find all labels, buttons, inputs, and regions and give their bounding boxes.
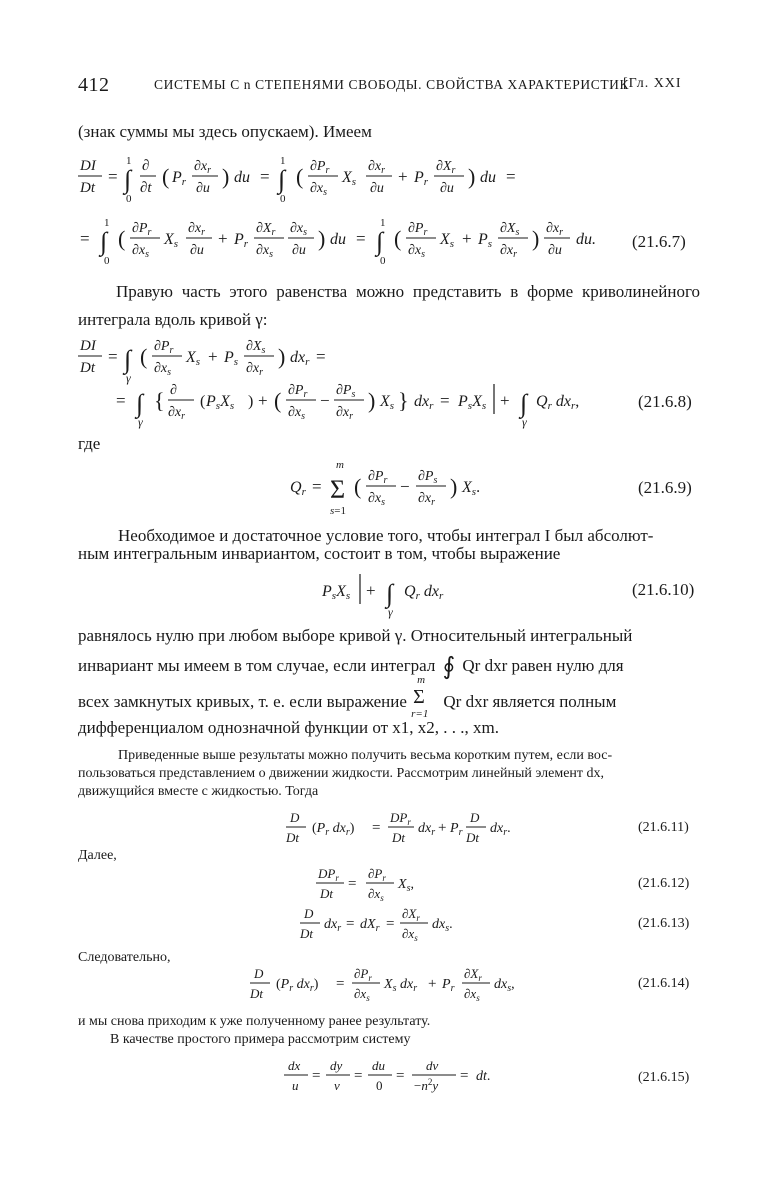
svg-text:{: { [154,388,165,413]
svg-text:): ) [368,388,376,413]
paragraph-3-line-1: равнялось нулю при любом выборе кривой γ. Относительный интегральный [78,626,633,645]
svg-text:=: = [108,167,118,186]
svg-text:0: 0 [104,255,110,267]
svg-text:0: 0 [380,255,386,267]
svg-text:Σ: Σ [330,475,346,504]
svg-text:∂Pr: $\partial P_r$ [368,866,386,883]
svg-text:γ: γ [138,415,143,429]
paragraph-3-line-3-start: всех замкнутых кривых, т. е. если выражение [78,692,407,711]
svg-text:∂xr: $\partial x_r$ [546,221,564,238]
svg-text:∫: ∫ [100,227,108,256]
svg-text:(Pr dxr): ($P_r$ $dx_r$) [276,977,319,994]
svg-text:dv: dv [426,1058,439,1073]
svg-text:(: ( [162,164,170,189]
svg-text:=: = [440,391,450,410]
svg-text:=: = [356,229,366,248]
svg-text:−: − [400,477,410,496]
equation-21-6-7-graphic [76,150,716,270]
svg-text:PsXs: PsXs [458,393,487,412]
svg-text:du: du [372,1058,385,1073]
svg-text:Dt: Dt [80,180,95,196]
svg-text:dxr: $dx_r$ [418,821,436,838]
svg-text:γ: γ [522,415,527,429]
svg-text:∂xs: $\partial x_s$ [402,926,418,943]
equation-number: (21.6.13) [638,916,690,931]
equation-21-6-8-graphic [76,334,716,434]
svg-text:∂xs: $\partial x_s$ [256,243,274,260]
svg-text:Xs.: Xs. [462,479,481,498]
equation-21-6-15-graphic [282,1056,522,1102]
svg-text:PsXs: PsXs [206,393,235,412]
where-word: где [78,434,101,453]
svg-text:∂Xs: $\partial X_s$ [246,339,266,356]
svg-text:dxr.: $dx_r$. [490,821,511,838]
svg-text:∂xs: $\partial x_s$ [310,181,328,198]
svg-text:Pr: $P_r$ [450,821,463,838]
svg-text:1: 1 [126,155,132,167]
svg-text:0: 0 [376,1078,383,1093]
svg-text:∂xr: $\partial x_r$ [194,159,212,176]
svg-text:du: du [330,231,346,248]
svg-text:1: 1 [104,217,110,229]
svg-text:∂: ∂ [142,158,150,174]
svg-text:): ) [222,164,230,189]
svg-text:Xs: Xs [440,231,455,250]
svg-text:∂xs: $\partial x_s$ [408,243,426,260]
svg-text:∂xs: $\partial x_s$ [354,986,370,1003]
consequently-word: Следовательно, [78,950,171,965]
svg-text:Xs: Xs [380,393,395,412]
svg-text:): ) [318,226,326,251]
small-paragraph-1-line-3: движущийся вместе с жидкостью. Тогда [78,784,319,799]
svg-text:+: + [258,391,268,410]
svg-text:∂xs: $\partial x_s$ [288,405,306,422]
svg-text:∫: ∫ [520,389,528,418]
equation-number: (21.6.12) [638,876,690,891]
svg-text:=: = [260,167,270,186]
svg-text:(: ( [118,226,126,251]
svg-text:+: + [438,820,447,836]
chapter-label: [Гл. XXI [623,76,682,91]
svg-text:∂Pr: $\partial P_r$ [132,221,152,238]
equation-21-6-9-graphic [280,456,520,520]
svg-text:∂xs: $\partial x_s$ [368,491,386,508]
svg-text:∂xr: $\partial x_r$ [168,405,186,422]
svg-text:D: D [470,810,480,825]
contour-integral-symbol: ∮ [442,654,456,680]
svg-text:dxr: dxr [414,393,434,412]
svg-text:Dt: Dt [286,830,299,845]
svg-text:∂xs: $\partial x_s$ [464,986,480,1003]
svg-text:Qr: Qr [290,479,306,498]
svg-text:Qr dxr,: Qr dxr, [536,393,580,412]
svg-text:∂xs: $\partial x_s$ [290,221,308,238]
small-paragraph-2-line-2: В качестве простого примера рассмотрим систему [110,1032,411,1047]
svg-text:Dt: Dt [320,886,333,901]
svg-text:1: 1 [380,217,386,229]
page-number: 412 [78,74,110,96]
svg-text:Dt: Dt [466,830,479,845]
svg-text:∂Pr: $\partial P_r$ [310,159,330,176]
svg-text:=: = [312,477,322,496]
paragraph-3-line-2-start: инвариант мы имеем в том случае, если интеграл [78,656,436,675]
svg-text:=: = [354,1068,363,1084]
svg-text:PsXs: PsXs [322,583,351,602]
svg-text:s=1: s=1 [330,505,346,517]
svg-text:∂: ∂ [170,383,177,398]
svg-text:∫: ∫ [124,165,132,194]
svg-text:∂xr: $\partial x_r$ [500,243,518,260]
equation-number: (21.6.14) [638,976,690,991]
intro-text: (знак суммы мы здесь опускаем). Имеем [78,122,372,141]
svg-text:Dt: Dt [392,830,405,845]
svg-text:∂xr: $\partial x_r$ [246,361,264,378]
svg-text:−n2y: $-n^2y$ [414,1077,439,1093]
svg-text:du: du [480,169,496,186]
svg-text:dxs.: $dx_s$. [432,917,453,934]
svg-text:du: du [234,169,250,186]
svg-text:Dt: Dt [250,986,263,1001]
svg-text:Qr dxr: Qr dxr [404,583,444,602]
svg-text:DI: DI [80,158,96,174]
paragraph-1: Правую часть этого равенства можно представить в форме криволинейного интеграла вдоль кривой γ: [78,282,700,329]
svg-text:+: + [428,976,437,992]
svg-text:∫: ∫ [376,227,384,256]
svg-text:1: 1 [280,155,286,167]
page-header [78,74,682,97]
svg-text:=: = [108,347,118,366]
running-title: СИСТЕМЫ С n СТЕПЕНЯМИ СВОБОДЫ. СВОЙСТВА ХАРАКТЕРИСТИК [154,77,630,92]
svg-text:=: = [316,347,326,366]
svg-text:): ) [532,226,540,251]
svg-text:∂u: ∂u [370,181,384,196]
svg-text:): ) [450,474,458,499]
svg-text:+: + [398,167,408,186]
svg-text:dy: dy [330,1058,343,1073]
svg-text:Xs: Xs [342,169,357,188]
svg-text:Xs: Xs [164,231,179,250]
svg-text:0: 0 [126,193,132,205]
svg-text:D: D [254,966,264,981]
svg-text:du.: du. [576,231,596,248]
svg-text:dt.: dt. [476,1069,491,1084]
svg-text:+: + [462,229,472,248]
equation-number: (21.6.10) [632,580,695,599]
svg-text:Pr: Pr [172,169,187,188]
svg-text:Xs: Xs [186,349,201,368]
small-paragraph-1-line-1: Приведенные выше результаты можно получить весьма коротким путем, если вос- [118,748,613,763]
svg-text:=: = [312,1068,321,1084]
svg-text:Xs dxr: $X_s$ $dx_r$ [384,977,418,994]
svg-text:(: ( [394,226,402,251]
svg-text:(Pr dxr): ($P_r$ $dx_r$) [312,821,355,838]
svg-text:+: + [218,229,228,248]
svg-text:∂Ps: $\partial P_s$ [418,469,438,486]
svg-text:): ) [278,344,286,369]
svg-text:∫: ∫ [124,345,132,374]
svg-text:∂xs: $\partial x_s$ [368,886,384,903]
equation-21-6-13-graphic [298,904,498,950]
svg-text:+: + [500,391,510,410]
svg-text:=: = [336,976,345,992]
svg-text:DPr: $DP_r$ [390,810,411,827]
svg-text:dx: dx [288,1058,301,1073]
equation-21-6-11-graphic [284,808,564,854]
svg-text:∂Ps: $\partial P_s$ [336,383,356,400]
svg-text:=: = [372,820,381,836]
paragraph-3-line-3 [78,674,617,720]
svg-text:∂Pr: $\partial P_r$ [408,221,428,238]
svg-text:∂Pr: $\partial P_r$ [288,383,308,400]
svg-text:}: } [398,388,409,413]
svg-text:∫: ∫ [136,389,144,418]
svg-text:∫: ∫ [386,579,394,608]
svg-text:=: = [396,1068,405,1084]
equation-number: (21.6.15) [638,1070,690,1085]
svg-text:dxr: dxr [290,349,310,368]
svg-text:+: + [366,581,376,600]
svg-text:Dt: Dt [80,360,95,376]
svg-text:∂Xs: $\partial X_s$ [500,221,520,238]
svg-text:): ) [468,164,476,189]
svg-text:(: ( [200,393,206,410]
svg-text:∂Xr: $\partial X_r$ [464,966,482,983]
svg-text:∂xs: $\partial x_s$ [132,243,150,260]
paragraph-3-line-2 [78,652,624,681]
svg-text:u: u [292,1078,299,1093]
svg-text:∂xr: $\partial x_r$ [368,159,386,176]
svg-text:v: v [334,1078,340,1093]
svg-text:=: = [460,1068,469,1084]
svg-text:Ps: Ps [478,231,493,250]
svg-text:(: ( [140,344,148,369]
svg-text:−: − [320,391,330,410]
svg-text:dXr: $dX_r$ [360,917,380,934]
svg-text:Dt: Dt [300,926,313,941]
svg-text:γ: γ [126,371,131,385]
equation-21-6-10-graphic [318,568,488,620]
svg-text:DPr: $DP_r$ [318,866,339,883]
svg-text:∂u: ∂u [190,243,204,258]
svg-text:∫: ∫ [278,165,286,194]
equation-number: (21.6.9) [638,478,692,497]
svg-text:Pr: $P_r$ [442,977,455,994]
svg-text:dxr: $dx_r$ [324,917,342,934]
svg-text:DI: DI [80,338,96,354]
svg-text:(: ( [274,388,282,413]
svg-text:∂Pr: $\partial P_r$ [368,469,388,486]
svg-text:Pr: Pr [414,169,429,188]
svg-text:=: = [348,876,357,892]
svg-text:∂xs: $\partial x_s$ [154,361,172,378]
svg-text:=: = [386,916,395,932]
equation-number: (21.6.11) [638,820,689,835]
svg-text:=: = [80,229,90,248]
paragraph-3-line-3-end: Qr dxr является полным [443,692,617,711]
svg-text:∂t: ∂t [140,180,152,196]
svg-text:∂Pr: $\partial P_r$ [154,339,174,356]
svg-text:dxs,: $dx_s$, [494,977,515,994]
svg-text:Pr: Pr [234,231,249,250]
svg-text:∂Xr: $\partial X_r$ [402,906,420,923]
svg-text:+: + [208,347,218,366]
paragraph-2-line-1: Необходимое и достаточное условие того, чтобы интеграл I был абсолют- [118,526,654,545]
svg-text:∂xr: $\partial x_r$ [418,491,436,508]
svg-text:m: m [336,459,344,471]
svg-text:∂u: ∂u [292,243,306,258]
svg-text:∂u: ∂u [548,243,562,258]
sum-symbol: m Σ r=1 [411,674,429,720]
equation-number: (21.6.8) [638,392,692,411]
svg-text:∂Xr: $\partial X_r$ [256,221,276,238]
svg-text:D: D [290,810,300,825]
svg-text:∂xr: $\partial x_r$ [336,405,354,422]
svg-text:∂xr: $\partial x_r$ [188,221,206,238]
paragraph-3-line-4: дифференциалом однозначной функции от x1, x2, . . ., xm. [78,718,500,737]
small-paragraph-2-line-1: и мы снова приходим к уже полученному ранее результату. [78,1014,431,1029]
svg-text:Xs,: $X_s$, [398,877,414,894]
svg-text:∂Xr: $\partial X_r$ [436,159,456,176]
svg-text:0: 0 [280,193,286,205]
svg-text:): ) [248,393,254,410]
equation-21-6-14-graphic [248,964,548,1010]
svg-text:Ps: Ps [224,349,239,368]
svg-text:∂u: ∂u [440,181,454,196]
equation-number: (21.6.7) [632,232,686,251]
paragraph-3-line-2-end: Qr dxr равен нулю для [462,656,624,675]
svg-text:(: ( [354,474,362,499]
svg-text:∂u: ∂u [196,181,210,196]
svg-text:=: = [506,167,516,186]
svg-text:=: = [116,391,126,410]
further-word: Далее, [78,848,117,863]
small-paragraph-1-line-2: пользоваться представлением о движении жидкости. Рассмотрим линейный элемент dx, [78,766,605,781]
svg-text:∂Pr: $\partial P_r$ [354,966,372,983]
svg-text:γ: γ [388,605,393,619]
svg-text:D: D [304,906,314,921]
svg-text:=: = [346,916,355,932]
paragraph-2-line-2: ным интегральным инвариантом, состоит в том, чтобы выражение [78,544,561,563]
svg-text:(: ( [296,164,304,189]
